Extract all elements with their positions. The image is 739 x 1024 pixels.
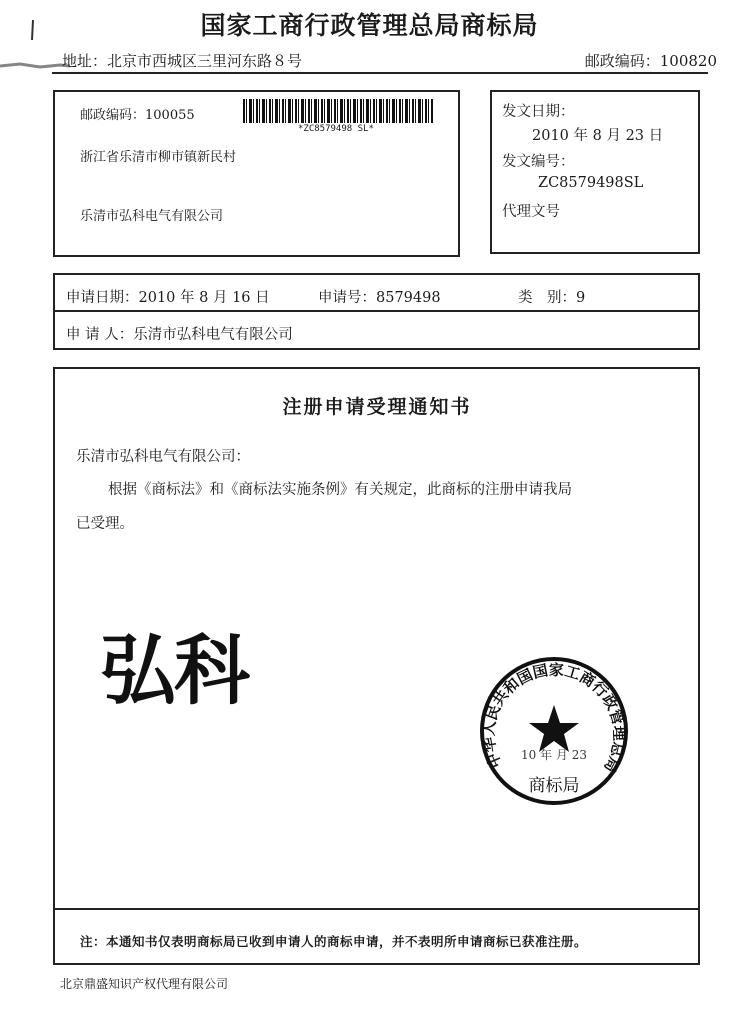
- issue-number-label: 发文编号：: [502, 154, 575, 170]
- issue-number-value: ZC8579498SL: [538, 175, 644, 191]
- seal-center-text: 商标局: [528, 776, 580, 796]
- application-date: 申请日期：2010 年 8 月 16 日: [66, 290, 270, 306]
- application-class: 类 别：9: [518, 290, 586, 306]
- trademark-sample: 弘科: [100, 626, 248, 715]
- agency-name: 北京鼎盛知识产权代理有限公司: [60, 977, 229, 991]
- notice-footnote: 注：本通知书仅表明商标局已收到申请人的商标申请，并不表明所申请商标已获准注册。: [80, 934, 588, 949]
- footnote-divider: [53, 908, 700, 910]
- recipient-company: 乐清市弘科电气有限公司: [80, 209, 224, 224]
- recipient-postal-code: 邮政编码：100055: [80, 108, 195, 123]
- notice-body-line1: 根据《商标法》和《商标法实施条例》有关规定，此商标的注册申请我局: [108, 482, 572, 498]
- official-seal: [478, 655, 630, 807]
- application-row-divider: [53, 310, 700, 312]
- notice-title: 注册申请受理通知书: [282, 396, 472, 418]
- office-address: 地址：北京市西城区三里河东路８号: [62, 52, 303, 70]
- barcode-text: *ZC8579498 SL*: [298, 124, 374, 134]
- applicant: 申 请 人：乐清市弘科电气有限公司: [66, 327, 293, 343]
- recipient-address: 浙江省乐清市柳市镇新民村: [80, 150, 237, 165]
- application-number: 申请号：8579498: [318, 290, 441, 306]
- barcode: [243, 99, 433, 123]
- scan-smudge: [0, 60, 70, 72]
- seal-ring-text: 中华人民共和国国家工商行政管理总局: [479, 660, 629, 776]
- office-postal-code: 邮政编码：100820: [584, 52, 717, 70]
- notice-salutation: 乐清市弘科电气有限公司：: [76, 449, 250, 465]
- header-divider: [52, 72, 708, 74]
- seal-date: 10 年 月 23: [521, 748, 587, 762]
- agent-ref-label: 代理文号: [502, 204, 560, 220]
- notice-body-line2: 已受理。: [76, 516, 134, 532]
- issue-date-value: 2010 年 8 月 23 日: [532, 128, 664, 144]
- office-title: 国家工商行政管理总局商标局: [200, 11, 539, 40]
- issue-date-label: 发文日期：: [502, 104, 575, 120]
- seal-star-icon: [529, 705, 579, 752]
